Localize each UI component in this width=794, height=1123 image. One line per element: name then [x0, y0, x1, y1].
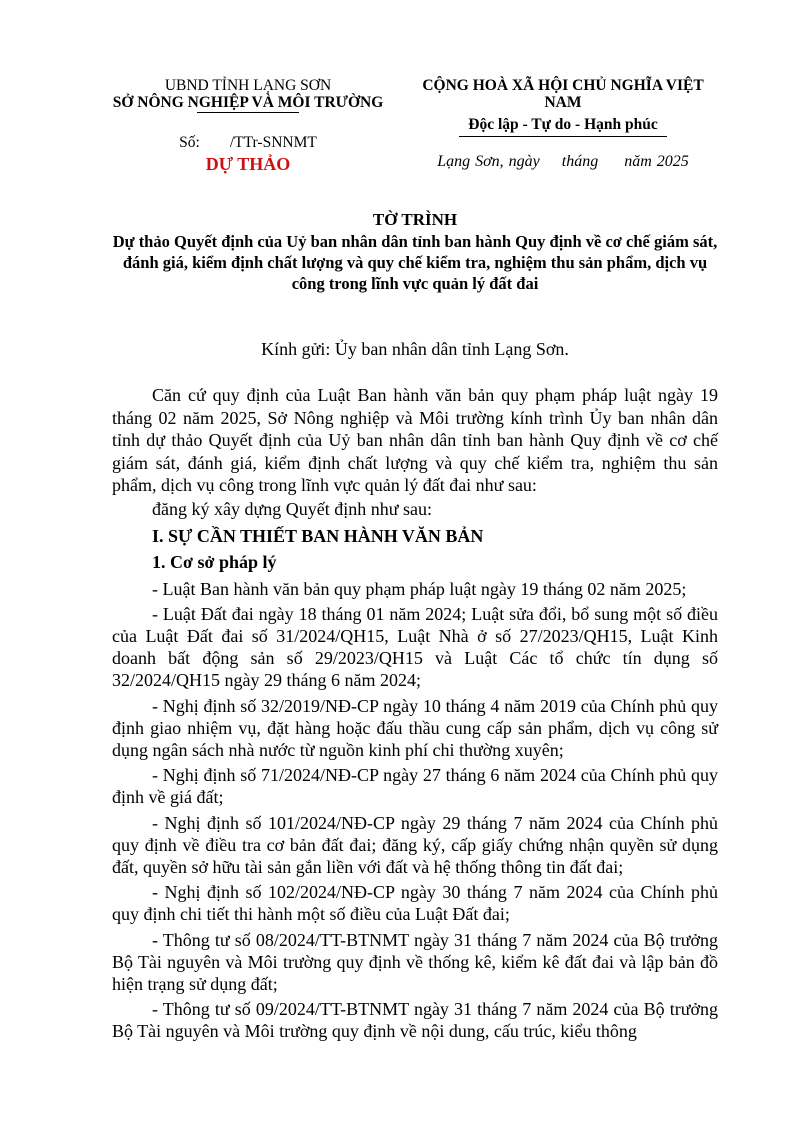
agency-parent: UBND TỈNH LẠNG SƠN — [164, 77, 332, 94]
subsection-heading: 1. Cơ sở pháp lý — [152, 552, 277, 572]
section-heading: I. SỰ CẦN THIẾT BAN HÀNH VĂN BẢN — [152, 525, 484, 546]
intro-paragraph-2: đăng ký xây dựng Quyết định như sau: — [152, 499, 432, 519]
date-place: Lạng Sơn, ngày — [437, 153, 540, 170]
country-name: CỘNG HOÀ XÃ HỘI CHỦ NGHĨA VIỆT NAM — [422, 77, 704, 111]
motto: Độc lập - Tự do - Hạnh phúc — [468, 116, 658, 133]
legal-basis-item: - Luật Đất đai ngày 18 tháng 01 năm 2024; Luật sửa đổi, bổ sung một số điều của Luật Đất đai số 31/2024/QH15, Luật Nhà ở số 27/2023/QH15, Luật Kinh doanh bất động sản số 29/2023/QH15 và Luật Các tổ chức tín dụng số 32/2024/QH15 ngày 29 tháng 6 năm 2024; — [112, 604, 718, 690]
legal-basis-item: - Nghị định số 32/2019/NĐ-CP ngày 10 tháng 4 năm 2019 của Chính phủ quy định giao nhiệm vụ, đặt hàng hoặc đấu thầu cung cấp sản phẩm, dịch vụ công sử dụng ngân sách nhà nước từ nguồn kinh phí chi thường xuyên; — [112, 695, 718, 760]
document-title — [112, 209, 718, 294]
legal-basis-item: - Nghị định số 71/2024/NĐ-CP ngày 27 tháng 6 năm 2024 của Chính phủ quy định về giá đất; — [112, 765, 718, 807]
legal-basis-item: - Thông tư số 08/2024/TT-BTNMT ngày 31 tháng 7 năm 2024 của Bộ trưởng Bộ Tài nguyên và Môi trường quy định về thống kê, kiểm kê đất đai và lập bản đồ hiện trạng sử dụng đất; — [112, 929, 718, 994]
title-main: TỜ TRÌNH — [372, 210, 458, 229]
agency-name: SỞ NÔNG NGHIỆP VÀ MÔI TRƯỜNG — [112, 94, 384, 111]
recipient-line: Kính gửi: Ủy ban nhân dân tỉnh Lạng Sơn. — [261, 339, 569, 359]
agency-underline — [197, 112, 299, 113]
document-body — [112, 384, 718, 1046]
number-suffix: /TTr-SNNMT — [229, 134, 317, 151]
motto-underline — [459, 136, 667, 137]
legal-basis-item: - Luật Ban hành văn bản quy phạm pháp luật ngày 19 tháng 02 năm 2025; — [152, 578, 687, 599]
document-number — [100, 134, 396, 152]
legal-basis-item: - Thông tư số 09/2024/TT-BTNMT ngày 31 tháng 7 năm 2024 của Bộ trưởng Bộ Tài nguyên và Môi trường quy định về nội dung, cấu trúc, kiểu thông — [112, 999, 718, 1041]
title-subject: Dự thảo Quyết định của Uỷ ban nhân dân tỉnh ban hành Quy định về cơ chế giám sát, đánh giá, kiểm định chất lượng và quy chế kiểm tra, nghiệm thu sản phẩm, dịch vụ công trong lĩnh vực quản lý đất đai — [112, 232, 718, 293]
date-month: tháng — [561, 153, 599, 170]
legal-basis-item: - Nghị định số 102/2024/NĐ-CP ngày 30 tháng 7 năm 2024 của Chính phủ quy định chi tiết thi hành một số điều của Luật Đất đai; — [112, 882, 718, 924]
place-date — [410, 152, 716, 172]
number-label: Số: — [179, 134, 200, 151]
issuing-agency-block — [100, 77, 396, 113]
draft-label: DỰ THẢO — [205, 154, 291, 174]
date-year: năm 2025 — [624, 153, 689, 170]
intro-paragraph: Căn cứ quy định của Luật Ban hành văn bản quy phạm pháp luật ngày 19 tháng 02 năm 2025, Sở Nông nghiệp và Môi trường kính trình Ủy ban nhân dân tỉnh dự thảo Quyết định của Uỷ ban nhân dân tỉnh ban hành Quy định về cơ chế giám sát, đánh giá, kiểm định chất lượng và quy chế kiểm tra, nghiệm thu sản phẩm, dịch vụ công trong lĩnh vực quản lý đất đai như sau: — [112, 385, 718, 495]
legal-basis-item: - Nghị định số 101/2024/NĐ-CP ngày 29 tháng 7 năm 2024 của Chính phủ quy định về điều tra cơ bản đất đai; đăng ký, cấp giấy chứng nhận quyền sử dụng đất, quyền sở hữu tài sản gắn liền với đất và hệ thống thông tin đất đai; — [112, 812, 718, 877]
national-motto-block — [410, 77, 716, 137]
